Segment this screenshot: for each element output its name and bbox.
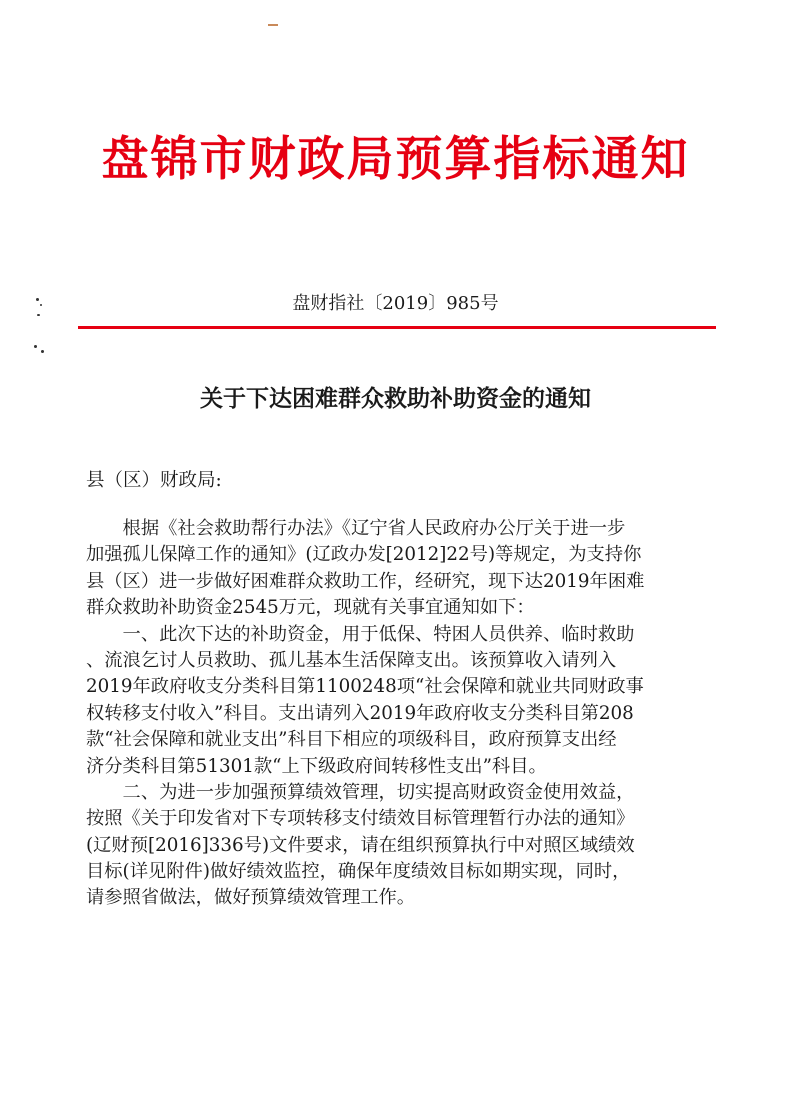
body-line: 目标(详见附件)做好绩效监控，确保年度绩效目标如期实现，同时， — [86, 861, 631, 883]
body-line: 群众救助补助资金2545万元，现就有关事宜通知如下： — [86, 597, 535, 619]
body-line: 济分类科目第51301款“上下级政府间转移性支出”科目。 — [86, 755, 547, 777]
body-line: 权转移支付收入”科目。支出请列入2019年政府收支分类科目第208 — [86, 702, 634, 724]
document-header-title: 盘锦市财政局预算指标通知 — [101, 132, 690, 187]
body-line: (辽财预[2016]336号)文件要求，请在组织预算执行中对照区域绩效 — [86, 834, 635, 856]
body-line: 根据《社会救助帮行办法》《辽宁省人民政府办公厅关于进一步 — [86, 518, 626, 539]
body-line: 款“社会保障和就业支出”科目下相应的项级科目，政府预算支出经 — [86, 729, 617, 751]
body-line: 二、为进一步加强预算绩效管理，切实提高财政资金使用效益， — [86, 781, 635, 803]
notice-title: 关于下达困难群众救助补助资金的通知 — [200, 386, 591, 412]
body-line: 请参照省做法，做好预算绩效管理工作。 — [86, 887, 416, 909]
body-line: 县（区）进一步做好困难群众救助工作，经研究，现下达2019年困难 — [86, 570, 645, 592]
scan-artifact-mark — [268, 24, 278, 26]
recipient-line: 县（区）财政局: — [86, 470, 222, 491]
body-line: 加强孤儿保障工作的通知》(辽政办发[2012]22号)等规定，为支持你 — [86, 544, 642, 566]
document-number: 盘财指社〔2019〕985号 — [292, 293, 499, 314]
scan-artifact-dot — [34, 345, 37, 348]
header-divider-line — [78, 326, 716, 329]
body-line: 一、此次下达的补助资金，用于低保、特困人员供养、临时救助 — [86, 623, 635, 645]
body-line: 、流浪乞讨人员救助、孤儿基本生活保障支出。该预算收入请列入 — [86, 649, 617, 671]
scan-artifact-dot — [41, 350, 44, 353]
body-line: 2019年政府收支分类科目第1100248项“社会保障和就业共同财政事 — [86, 676, 644, 698]
body-line: 按照《关于印发省对下专项转移支付绩效目标管理暂行办法的通知》 — [86, 808, 635, 830]
notice-body — [86, 516, 726, 912]
